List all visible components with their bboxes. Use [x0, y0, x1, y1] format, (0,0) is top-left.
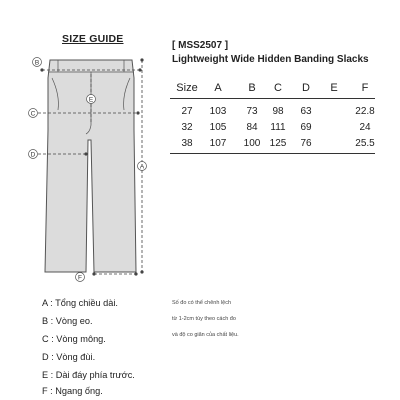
- table-cell: 22.8: [355, 106, 375, 117]
- table-bottom-divider: [170, 153, 375, 154]
- svg-text:F: F: [78, 274, 82, 282]
- svg-text:E: E: [88, 96, 94, 104]
- marker-f: [76, 273, 85, 282]
- legend-item-e: E : Dài đáy phía trước.: [42, 370, 135, 380]
- size-guide-title: SIZE GUIDE: [62, 33, 124, 45]
- table-cell: 24: [359, 122, 371, 133]
- table-cell: 107: [209, 138, 227, 149]
- table-cell: 73: [246, 106, 258, 117]
- legend-item-f: F : Ngang ống.: [42, 386, 103, 396]
- table-cell: 27: [181, 106, 193, 117]
- table-cell: 98: [272, 106, 284, 117]
- table-cell: 111: [270, 122, 286, 133]
- svg-text:D: D: [30, 151, 36, 159]
- table-cell: 69: [300, 122, 312, 133]
- table-cell: 105: [209, 122, 227, 133]
- marker-d: [29, 150, 38, 159]
- table-header-a: A: [214, 82, 222, 94]
- note-line: từ 1-2cm tùy theo cách đo: [172, 316, 236, 322]
- legend-item-b: B : Vòng eo.: [42, 316, 93, 326]
- table-cell: 76: [300, 138, 312, 149]
- table-cell: 38: [181, 138, 193, 149]
- legend-item-a: A : Tổng chiều dài.: [42, 298, 118, 308]
- svg-text:B: B: [34, 59, 40, 67]
- table-cell: 125: [269, 138, 287, 149]
- legend-item-d: D : Vòng đùi.: [42, 352, 96, 362]
- table-header-b: B: [248, 82, 256, 94]
- table-header-e: E: [330, 82, 338, 94]
- note-line: và độ co giãn của chất liệu.: [172, 332, 239, 338]
- product-code: [ MSS2507 ]: [172, 40, 229, 51]
- legend-item-c: C : Vòng mông.: [42, 334, 106, 344]
- table-header-d: D: [302, 82, 310, 94]
- svg-text:C: C: [30, 110, 36, 118]
- table-header-divider: [170, 98, 375, 99]
- marker-c: [29, 109, 38, 118]
- table-header-size: Size: [176, 82, 198, 94]
- table-header-f: F: [361, 82, 369, 94]
- note-line: Số đo có thể chênh lệch: [172, 300, 232, 306]
- table-cell: 32: [181, 122, 193, 133]
- pants-shape: [45, 60, 136, 272]
- table-cell: 63: [300, 106, 312, 117]
- marker-e: [87, 95, 96, 104]
- table-header-c: C: [274, 82, 282, 94]
- svg-text:A: A: [139, 163, 145, 171]
- marker-a: [138, 162, 147, 171]
- table-cell: 25.5: [355, 138, 375, 149]
- product-name: Lightweight Wide Hidden Banding Slacks: [172, 54, 369, 65]
- table-cell: 100: [243, 138, 261, 149]
- table-cell: 103: [209, 106, 227, 117]
- table-cell: 84: [246, 122, 258, 133]
- marker-b: [33, 58, 42, 67]
